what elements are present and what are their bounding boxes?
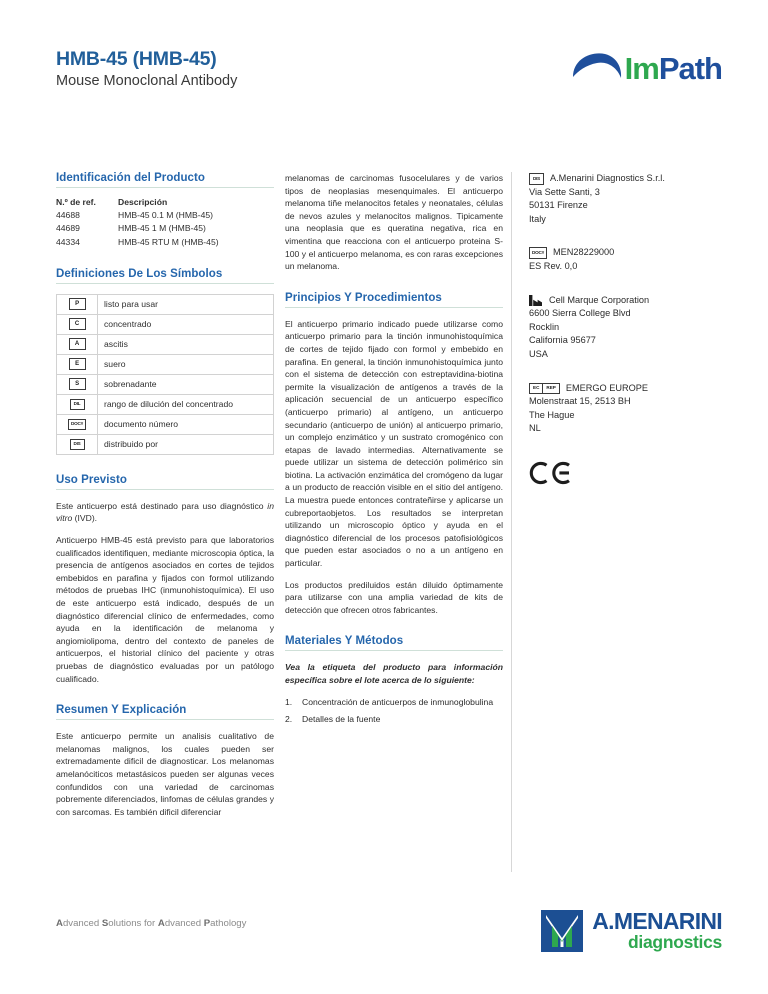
tagline-segment bbox=[102, 918, 158, 929]
right-column bbox=[529, 172, 739, 491]
footer-tagline bbox=[56, 918, 246, 929]
materials-list bbox=[285, 696, 503, 726]
ce-mark-svg bbox=[529, 460, 573, 486]
materials-section bbox=[285, 635, 503, 725]
table-row bbox=[57, 375, 273, 395]
glyph-text: DIL bbox=[70, 399, 85, 411]
summary-continued-paragraph: melanomas de carcinomas fusocelulares y de varios tipos de neoplasias mesenquimales. El anticuerpo melanoma tiñe melanocitos fetales y neonatales, células de nevos azules y melanocitos malignos. Tipicamente una neoplasia que es queratina negativa, rica en vimentina que reacciona con el anticuerpo proteina S-100 y el anticuerpo melanoma, es con raras excepciones un melanoma. bbox=[285, 173, 503, 272]
section-heading-materials: Materiales Y Métodos bbox=[285, 635, 503, 651]
menarini-m-icon bbox=[539, 908, 585, 954]
symbol-ready-to-use-icon bbox=[57, 295, 98, 314]
table-row bbox=[57, 315, 273, 335]
table-row bbox=[57, 295, 273, 315]
summary-continued-section bbox=[285, 172, 503, 273]
intended-use-p1-part-a: Este anticuerpo está destinado para uso diagnóstico bbox=[56, 500, 268, 511]
tagline-bold-a1: A bbox=[56, 918, 63, 929]
symbol-label: sobrenadante bbox=[104, 379, 157, 390]
distributor-icon: DIS bbox=[529, 173, 544, 185]
middle-column bbox=[285, 172, 503, 745]
menarini-wordmark bbox=[592, 910, 722, 952]
address-line: Via Sette Santi, 3 bbox=[529, 186, 600, 197]
address-line: USA bbox=[529, 348, 548, 359]
symbol-supernatant-icon bbox=[57, 375, 98, 394]
tagline-bold-a2: A bbox=[157, 918, 165, 929]
principles-section bbox=[285, 292, 503, 617]
address-line: The Hague bbox=[529, 409, 575, 420]
intended-use-p1-italic: in vitro bbox=[56, 500, 274, 524]
list-item bbox=[285, 696, 503, 709]
symbol-label: concentrado bbox=[104, 319, 152, 330]
cell-ref: 44689 bbox=[56, 223, 80, 234]
table-row bbox=[57, 435, 273, 455]
address-name-row bbox=[529, 172, 739, 186]
address-line: 50131 Firenze bbox=[529, 200, 588, 211]
table-row bbox=[57, 415, 273, 435]
address-block-manufacturer bbox=[529, 294, 739, 362]
tagline-rest-3: dvanced bbox=[164, 918, 204, 929]
symbol-label: rango de dilución del concentrado bbox=[104, 399, 233, 410]
menarini-sub-text: diagnostics bbox=[628, 932, 722, 953]
tagline-rest-2: olutions for bbox=[108, 918, 158, 929]
section-heading-symbol-definitions: Definiciones De Los Símbolos bbox=[56, 268, 274, 284]
product-identification-section bbox=[56, 172, 274, 249]
glyph-text: C bbox=[69, 318, 86, 330]
principles-paragraph-2: Los productos prediluidos están diluido óptimamente para utilizarse con una amplia variedad de kits de detección que ofrecen otros fabricantes. bbox=[285, 579, 503, 615]
intended-use-paragraph-2: Anticuerpo HMB-45 está previsto para que laboratorios cualificados identifiquen, mediante microscopia óptica, la presencia de antígenos asociados en cortes de tejidos embebidos en parafina y fijados con formol utilizando métodos de pruebas IHC (inmunohistoquímica). El uso de este anticuerpo está indicado, después de un diagnóstico diferencial clínico de enfermedades, como ayuda en la identificación de melanoma y angiomiolipoma, dentro del contexto de paneles de anticuerpos, el historial clínico del paciente y otras pruebas de diagnóstico evaluadas por un patólogo cualificado. bbox=[56, 535, 274, 684]
table-row bbox=[56, 222, 274, 235]
list-item-number: 2. bbox=[285, 714, 293, 725]
symbol-document-number-icon bbox=[57, 415, 98, 434]
section-heading-summary: Resumen Y Explicación bbox=[56, 704, 274, 720]
symbol-label: documento número bbox=[104, 419, 179, 430]
symbol-concentrate-icon bbox=[57, 315, 98, 334]
glyph-text: P bbox=[69, 298, 86, 310]
symbol-label: distribuido por bbox=[104, 439, 158, 450]
address-company-name: A.Menarini Diagnostics S.r.l. bbox=[550, 173, 665, 183]
symbol-dilution-range-icon bbox=[57, 395, 98, 414]
materials-intro: Vea la etiqueta del producto para información específica sobre el lote acerca de lo siguiente: bbox=[285, 662, 503, 685]
table-row bbox=[56, 236, 274, 249]
factory-icon bbox=[529, 295, 543, 306]
column-header-description: Descripción bbox=[118, 197, 168, 207]
page-title: HMB-45 (HMB-45) bbox=[56, 48, 217, 70]
glyph-text: E bbox=[69, 358, 86, 370]
address-block-ec-rep bbox=[529, 382, 739, 436]
address-line: Rocklin bbox=[529, 321, 560, 332]
cell-description: HMB-45 0.1 M (HMB-45) bbox=[118, 210, 214, 221]
tagline-rest-1: dvanced bbox=[62, 918, 102, 929]
cell-description: HMB-45 RTU M (HMB-45) bbox=[118, 236, 219, 247]
list-item-text: Detalles de la fuente bbox=[302, 714, 381, 725]
glyph-text: S bbox=[69, 378, 86, 390]
address-block-distributor bbox=[529, 172, 739, 226]
symbol-serum-icon bbox=[57, 355, 98, 374]
address-block-document-number bbox=[529, 246, 739, 273]
tagline-bold-p: P bbox=[203, 918, 211, 929]
table-row bbox=[56, 209, 274, 222]
address-line: 6600 Sierra College Blvd bbox=[529, 308, 631, 319]
menarini-logo bbox=[539, 908, 722, 954]
table-row bbox=[57, 335, 273, 355]
document-revision: ES Rev. 0,0 bbox=[529, 260, 578, 271]
document-number-icon: DOC# bbox=[529, 247, 547, 259]
tagline-bold-s: S bbox=[101, 918, 109, 929]
symbol-label: listo para usar bbox=[104, 299, 158, 310]
list-item bbox=[285, 713, 503, 726]
symbol-ascites-icon bbox=[57, 335, 98, 354]
column-header-ref: N.º de ref. bbox=[56, 197, 96, 207]
cell-ref: 44334 bbox=[56, 236, 80, 247]
address-line: Italy bbox=[529, 213, 546, 224]
impath-wordmark bbox=[624, 50, 722, 86]
cell-ref: 44688 bbox=[56, 210, 80, 221]
intended-use-section bbox=[56, 474, 274, 685]
product-table bbox=[56, 196, 274, 249]
address-company-name: Cell Marque Corporation bbox=[549, 294, 650, 305]
page-header bbox=[0, 0, 768, 130]
table-header-row bbox=[56, 196, 274, 209]
ec-rep-icon-ec: EC bbox=[533, 385, 540, 391]
symbols-table bbox=[56, 294, 274, 455]
address-company-name: EMERGO EUROPE bbox=[565, 382, 649, 393]
cell-description: HMB-45 1 M (HMB-45) bbox=[118, 223, 206, 234]
glyph-text: DIS bbox=[70, 439, 85, 451]
symbol-label: ascitis bbox=[104, 339, 128, 350]
menarini-name-text: A.MENARINI bbox=[592, 908, 722, 935]
section-heading-principles: Principios Y Procedimientos bbox=[285, 292, 503, 308]
intended-use-p1-part-b: (IVD). bbox=[72, 513, 98, 524]
symbol-label: suero bbox=[104, 359, 126, 370]
section-heading-product-identification: Identificación del Producto bbox=[56, 172, 274, 188]
ce-mark-icon bbox=[529, 460, 739, 491]
summary-paragraph-1: Este anticuerpo permite un analisis cualitativo de melanomas malignos, los cuales pueden ser extremadamente dificil de diagnosticar. Los melanomas amelanóciticos metastásicos pueden ser algunas veces confundidos con una variedad de carcinomas pobremente diferenciados, linfomas de células grandes y con sarcomas. Es también dificil diferenciar bbox=[56, 731, 274, 817]
page-subtitle: Mouse Monoclonal Antibody bbox=[56, 73, 238, 89]
ec-rep-icon bbox=[529, 383, 560, 395]
section-heading-intended-use: Uso Previsto bbox=[56, 474, 274, 490]
document-number-value: MEN28229000 bbox=[552, 247, 615, 258]
address-name-row bbox=[529, 294, 739, 308]
glyph-text: A bbox=[69, 338, 86, 350]
tagline-segment bbox=[204, 918, 247, 929]
list-item-number: 1. bbox=[285, 696, 293, 707]
ec-rep-icon-rep: REP bbox=[542, 384, 558, 394]
address-line: Molenstraat 15, 2513 BH bbox=[529, 396, 631, 407]
left-column bbox=[56, 172, 274, 837]
table-row bbox=[57, 395, 273, 415]
symbol-distributed-by-icon bbox=[57, 435, 98, 454]
impath-im-text: Im bbox=[624, 50, 659, 86]
impath-wave-icon bbox=[571, 51, 623, 85]
address-line: NL bbox=[529, 423, 541, 434]
table-row bbox=[57, 355, 273, 375]
tagline-segment bbox=[158, 918, 204, 929]
column-divider bbox=[511, 172, 512, 872]
impath-logo bbox=[571, 46, 722, 90]
document-number-row bbox=[529, 246, 739, 260]
symbol-definitions-section bbox=[56, 268, 274, 455]
address-line: California 95677 bbox=[529, 335, 596, 346]
intended-use-paragraph-1 bbox=[56, 500, 274, 525]
summary-section bbox=[56, 704, 274, 818]
list-item-text: Concentración de anticuerpos de inmunoglobulina bbox=[302, 696, 494, 707]
principles-paragraph-1: El anticuerpo primario indicado puede utilizarse como anticuerpo primario para la tinción inmunohistoquímica de cortes de tejido fijado con formol y embebido en parafina. En general, la tinción inmunohistoquímica junto con el sistema de detección con estreptavidina-biotina permite la visualización de antígenos a través de la aplicación secuencial de un anticuerpo específico (anticuerpo primario) al antígeno, un anticuerpo secundario (anticuerpo de unión) al anticuerpo primario, un complejo enzimático y un sustrato cromogénico con etapas de lavado intermedias. Alternativamente se puede utilizar un sistema de detección polimérico sin biotina. La activación enzimática del cromógeno da lugar a un producto de reacción visible en el sitio del antígeno. La muestra puede entonces contrateñirse y aplicarse un cubreportaobjetos. Los resultados se interpretan utilizando un microscopio óptico y ayuda en el diagnóstico diferencial de los procesos patofisiológicos que pueden estar asociados o no a un antígeno en particular. bbox=[285, 318, 503, 569]
tagline-rest-4: athology bbox=[210, 918, 247, 929]
impath-path-text: Path bbox=[658, 50, 722, 86]
address-name-row bbox=[529, 382, 739, 396]
tagline-segment bbox=[56, 918, 102, 929]
glyph-text: DOC# bbox=[68, 419, 86, 431]
